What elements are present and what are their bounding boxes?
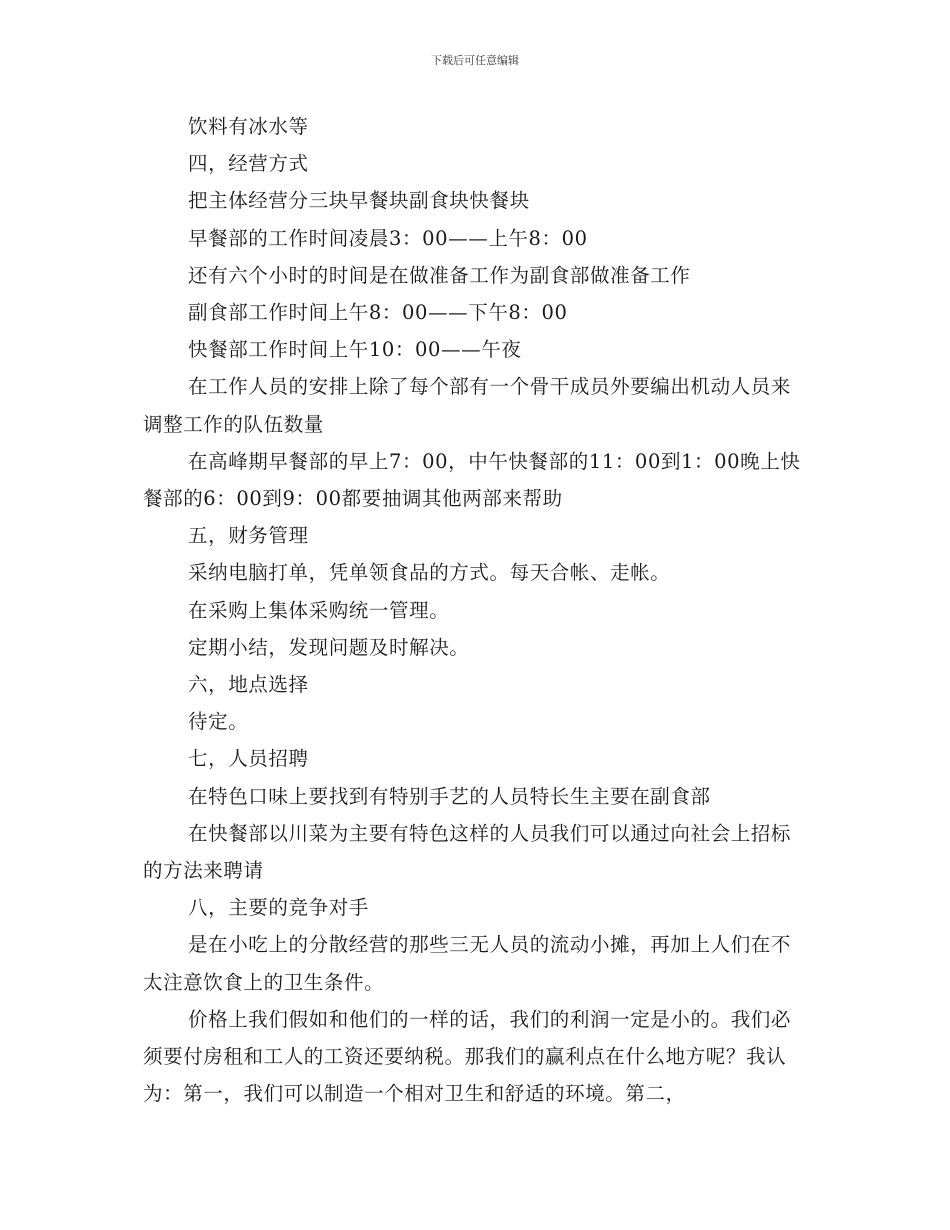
paragraph: 在采购上集体采购统一管理。 [188, 598, 450, 622]
document-body [143, 108, 803, 1112]
paragraph: 快餐部工作时间上午10：00——午夜 [188, 338, 522, 362]
page-header: 下载后可任意编辑 [431, 54, 519, 67]
paragraph: 把主体经营分三块早餐块副食块快餐块 [188, 189, 530, 213]
paragraph: 在高峰期早餐部的早上7：00，中午快餐部的11：00到1：00晚上快餐部的6：00到9：00都要抽调其他两部来帮助 [143, 449, 801, 511]
section-heading: 六，地点选择 [188, 673, 309, 697]
section-heading: 七，人员招聘 [188, 747, 309, 771]
paragraph: 价格上我们假如和他们的一样的话，我们的利润一定是小的。我们必须要付房租和工人的工资还要纳税。那我们的赢利点在什么地方呢？我认为：第一，我们可以制造一个相对卫生和舒适的环境。第二， [143, 1007, 792, 1106]
paragraph: 在快餐部以川菜为主要有特色这样的人员我们可以通过向社会上招标的方法来聘请 [143, 821, 792, 883]
paragraph: 是在小吃上的分散经营的那些三无人员的流动小摊，再加上人们在不太注意饮食上的卫生条件。 [143, 933, 792, 994]
paragraph: 待定。 [188, 710, 249, 734]
paragraph: 早餐部的工作时间凌晨3：00——上午8：00 [188, 226, 588, 250]
paragraph: 在特色口味上要找到有特别手艺的人员特长生主要在副食部 [188, 784, 711, 808]
paragraph: 在工作人员的安排上除了每个部有一个骨干成员外要编出机动人员来调整工作的队伍数量 [143, 375, 792, 436]
paragraph: 采纳电脑打单，凭单领食品的方式。每天合帐、走帐。 [188, 561, 671, 585]
section-heading: 五，财务管理 [188, 524, 309, 548]
section-heading: 八，主要的竞争对手 [188, 896, 369, 920]
paragraph: 定期小结，发现问题及时解决。 [188, 635, 470, 659]
section-heading: 四，经营方式 [188, 152, 309, 176]
paragraph: 还有六个小时的时间是在做准备工作为副食部做准备工作 [188, 263, 691, 287]
paragraph: 饮料有冰水等 [188, 115, 309, 138]
paragraph: 副食部工作时间上午8：00——下午8：00 [188, 301, 568, 325]
